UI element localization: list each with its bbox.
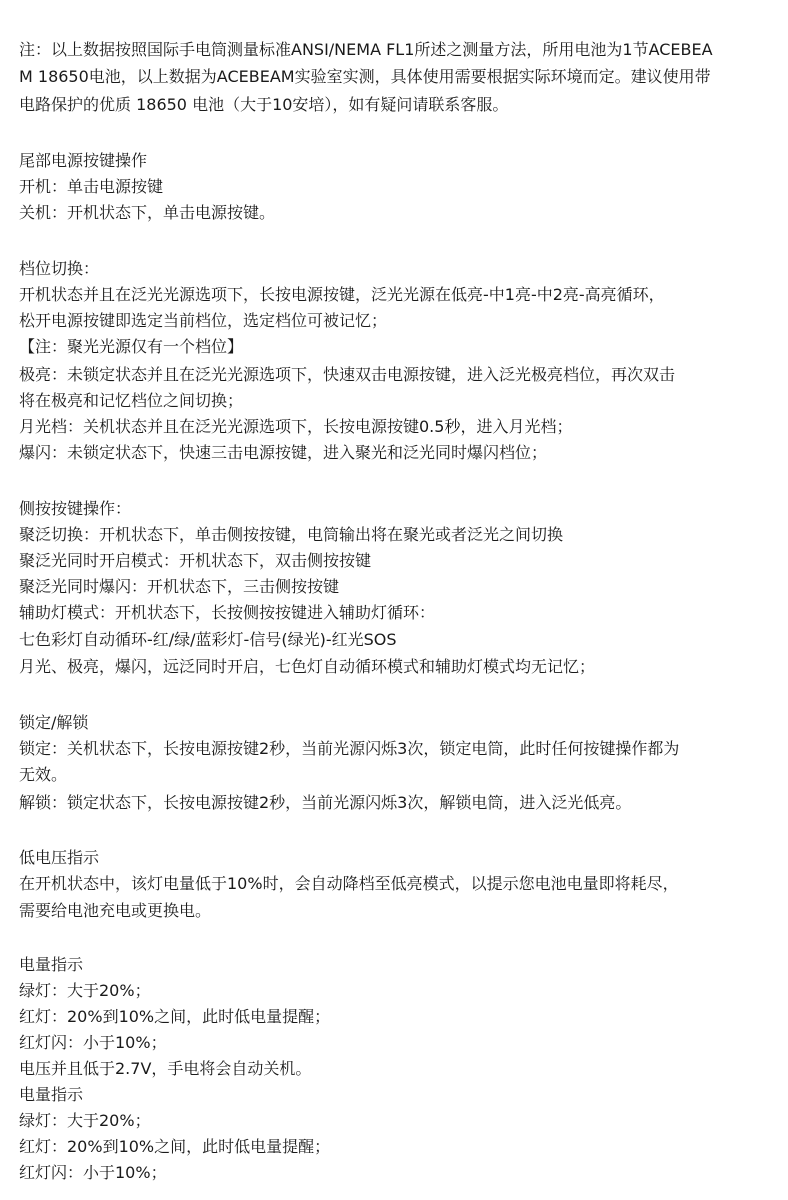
text-line: 将在极亮和记忆档位之间切换；	[19, 391, 244, 410]
text-line: 需要给电池充电或更换电。	[19, 901, 212, 920]
text-line: 开机状态并且在泛光光源选项下，长按电源按键，泛光光源在低亮-中1亮-中2亮-高亮循环，	[19, 285, 665, 304]
note-line-1: 注：以上数据按照国际手电筒测量标准ANSI/NEMA FL1所述之测量方法，所用电池为1节ACEBEA	[19, 40, 713, 59]
text-line: 电压并且低于2.7V，手电将会自动关机。	[19, 1059, 312, 1078]
text-line: 月光档：关机状态并且在泛光光源选项下，长按电源按键0.5秒，进入月光档；	[19, 417, 573, 436]
text-line: 极亮：未锁定状态并且在泛光光源选项下，快速双击电源按键，进入泛光极亮档位，再次双击	[19, 365, 676, 384]
note-line-3: 电路保护的优质 18650 电池（大于10安培），如有疑问请联系客服。	[19, 95, 509, 114]
text-line: 爆闪：未锁定状态下，快速三击电源按键，进入聚光和泛光同时爆闪档位；	[19, 443, 548, 462]
section-heading-tail-button: 尾部电源按键操作	[19, 151, 148, 170]
section-heading-battery-indicator: 电量指示	[19, 955, 84, 974]
text-line: 无效。	[19, 765, 68, 784]
text-line: 绿灯：大于20%；	[19, 1111, 151, 1130]
text-line: 红灯：20%到10%之间，此时低电量提醒；	[19, 1007, 331, 1026]
text-line: 【注：聚光光源仅有一个档位】	[19, 337, 244, 356]
note-line-2: M 18650电池，以上数据为ACEBEAM实验室实测，具体使用需要根据实际环境而定。建议使用带	[19, 67, 711, 86]
text-line: 绿灯：大于20%；	[19, 981, 151, 1000]
text-line: 辅助灯模式：开机状态下，长按侧按按键进入辅助灯循环：	[19, 603, 436, 622]
text-line: 红灯：20%到10%之间，此时低电量提醒；	[19, 1137, 331, 1156]
text-line: 聚泛光同时开启模式：开机状态下，双击侧按按键	[19, 551, 372, 570]
text-line: 红灯闪：小于10%；	[19, 1033, 167, 1052]
text-line: 解锁：锁定状态下，长按电源按键2秒，当前光源闪烁3次，解锁电筒，进入泛光低亮。	[19, 793, 632, 812]
text-line: 开机：单击电源按键	[19, 177, 164, 196]
section-heading-battery-indicator: 电量指示	[19, 1085, 84, 1104]
text-line: 月光、极亮，爆闪，远泛同时开启，七色灯自动循环模式和辅助灯模式均无记忆；	[19, 657, 596, 676]
text-line: 关机：开机状态下，单击电源按键。	[19, 203, 276, 222]
section-heading-low-voltage: 低电压指示	[19, 848, 100, 867]
section-heading-lock: 锁定/解锁	[19, 713, 89, 732]
text-line: 聚泛光同时爆闪：开机状态下，三击侧按按键	[19, 577, 340, 596]
section-heading-mode-switch: 档位切换：	[19, 259, 100, 278]
text-line: 松开电源按键即选定当前档位，选定档位可被记忆；	[19, 311, 388, 330]
text-line: 锁定：关机状态下，长按电源按键2秒，当前光源闪烁3次，锁定电筒，此时任何按键操作都为	[19, 739, 680, 758]
text-line: 聚泛切换：开机状态下，单击侧按按键，电筒输出将在聚光或者泛光之间切换	[19, 525, 564, 544]
section-heading-side-button: 侧按按键操作：	[19, 499, 132, 518]
text-line: 七色彩灯自动循环-红/绿/蓝彩灯-信号(绿光)-红光SOS	[19, 630, 397, 649]
text-line: 红灯闪：小于10%；	[19, 1163, 167, 1182]
text-line: 在开机状态中，该灯电量低于10%时，会自动降档至低亮模式，以提示您电池电量即将耗尽，	[19, 874, 679, 893]
